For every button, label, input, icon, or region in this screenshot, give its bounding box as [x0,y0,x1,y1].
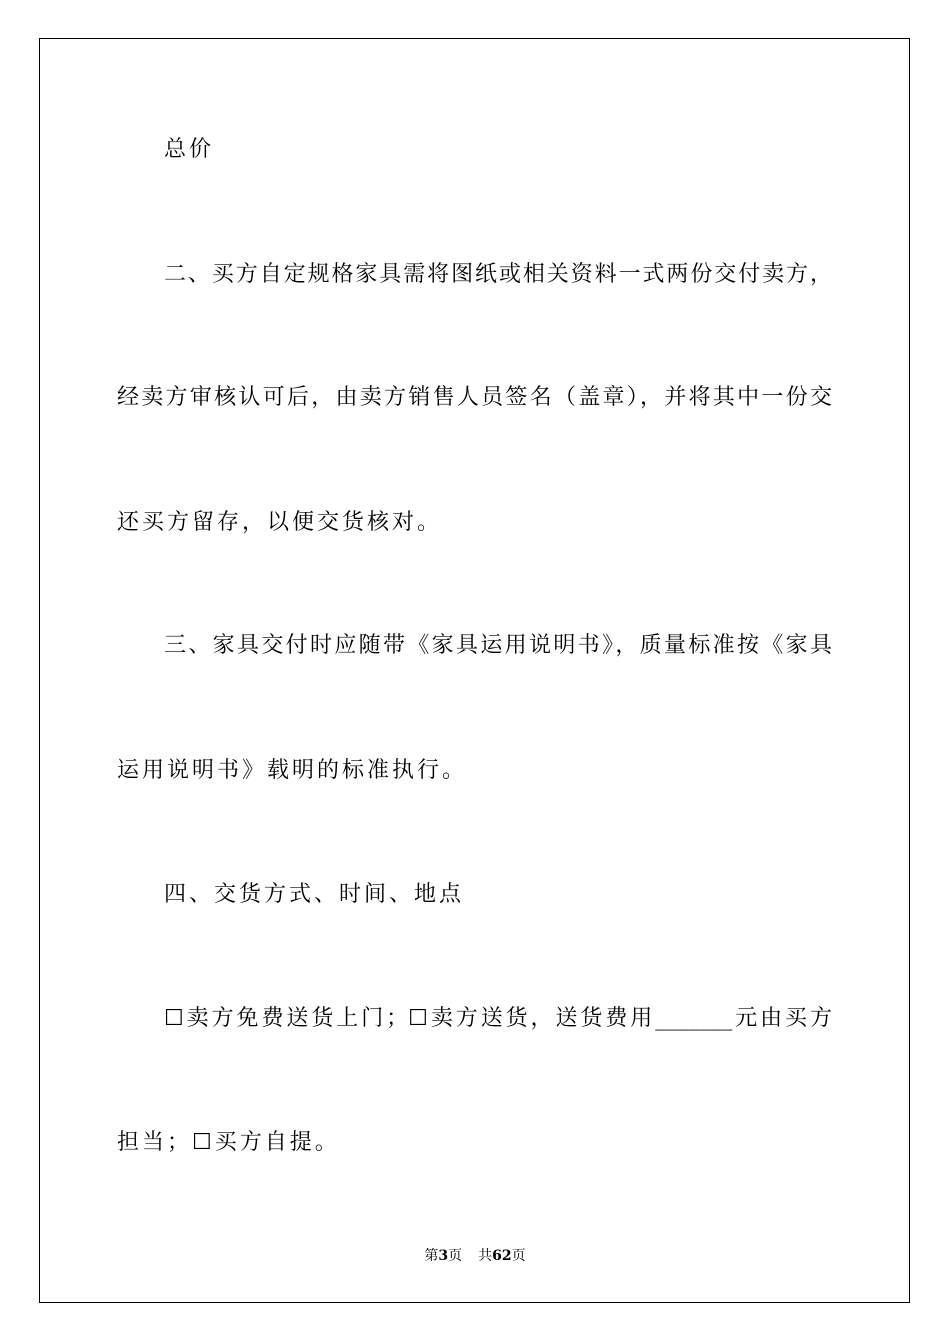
footer-page-number: 3 [438,1248,449,1264]
footer-total-prefix: 共 [478,1248,493,1264]
delivery-options-line-2: 担当；☐买方自提。 [117,1130,340,1155]
footer-total-suffix: 页 [511,1248,526,1264]
text-line-total-price: 总价 [164,137,215,162]
footer-total-pages: 62 [492,1248,512,1264]
footer-page-prefix: 第 [424,1248,439,1264]
page-footer [0,1246,950,1266]
clause-2-line-1: 二、买方自定规格家具需将图纸或相关资料一式两份交付卖方， [164,262,832,287]
clause-2-line-3: 还买方留存，以便交货核对。 [117,510,443,535]
clause-4-heading: 四、交货方式、时间、地点 [164,882,465,907]
delivery-options-line-1: ☐卖方免费送货上门；☐卖方送货，送货费用_______元由买方 [164,1006,832,1031]
clause-3-line-1: 三、家具交付时应随带《家具运用说明书》，质量标准按《家具 [164,633,832,658]
page-border [39,38,910,1303]
clause-3-line-2: 运用说明书》载明的标准执行。 [117,758,468,783]
footer-page-suffix: 页 [448,1248,463,1264]
clause-2-line-2: 经卖方审核认可后，由卖方销售人员签名（盖章），并将其中一份交 [117,385,832,410]
